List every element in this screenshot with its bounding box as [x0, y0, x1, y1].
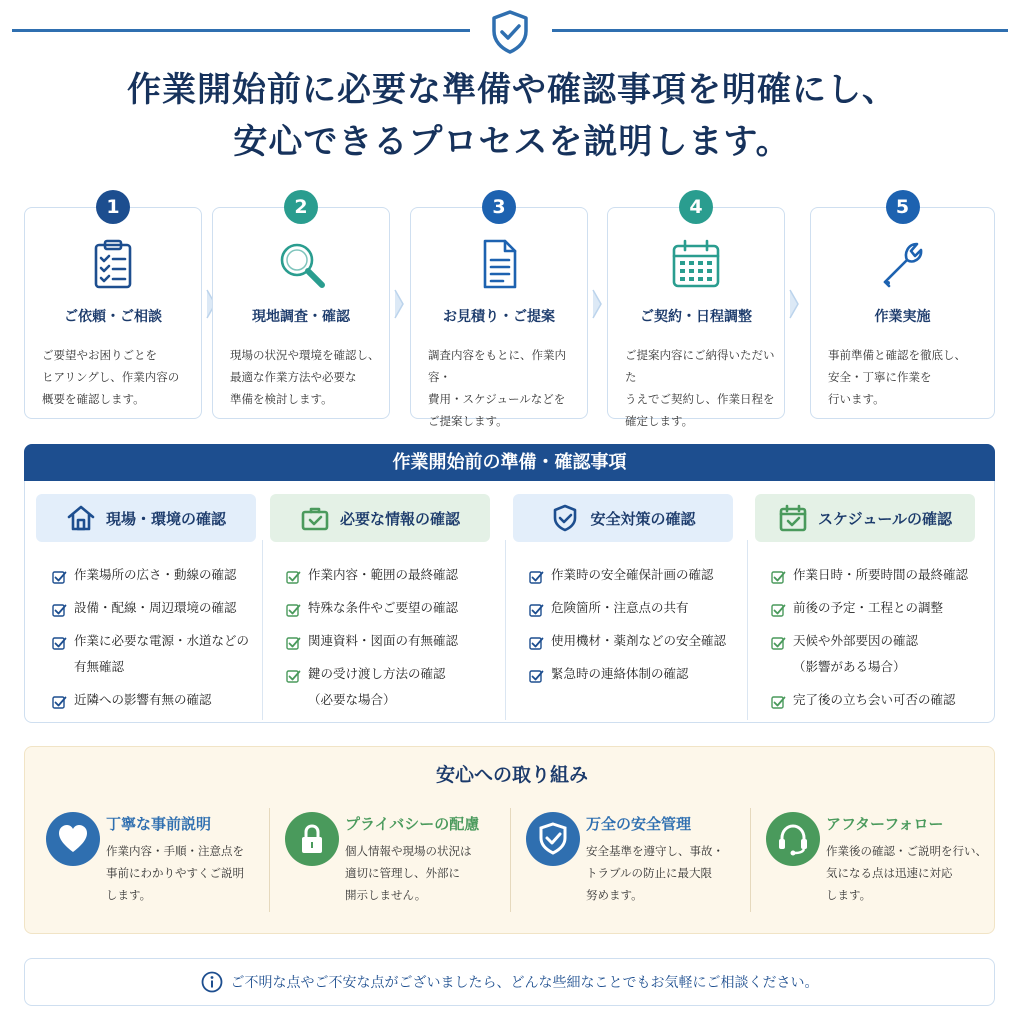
checklist-item	[52, 562, 267, 588]
header-rule-left	[12, 29, 470, 32]
assurance-item-title: 万全の安全管理	[586, 815, 692, 833]
checklist-item	[52, 687, 267, 713]
step-title: ご契約・日程調整	[640, 309, 752, 325]
footer-notice	[24, 958, 995, 1006]
step-card	[810, 207, 995, 419]
footer-text: ご不明な点やご不安な点がございましたら、どんな些細なことでもお気軽にご相談ください。	[230, 975, 819, 991]
clipboard-checklist-icon	[85, 236, 141, 292]
checkbox-icon	[771, 601, 786, 616]
assurance-item	[285, 806, 515, 916]
assurance-item	[766, 806, 996, 916]
checkbox-icon	[52, 693, 67, 708]
assurance-item-description: 作業内容・手順・注意点を 事前にわかりやすくご説明 します。	[106, 844, 244, 902]
checklist-item	[286, 628, 501, 654]
magnifier-icon	[273, 236, 329, 292]
step-card	[410, 207, 588, 428]
step-number: 1	[96, 190, 130, 224]
checklist-column-title: 必要な情報の確認	[339, 509, 460, 528]
checklist-item-text: 作業に必要な電源・水道などの 有無確認	[74, 633, 250, 674]
checklist-item	[286, 562, 501, 588]
checklist-item-text: 近隣への影響有無の確認	[74, 692, 212, 707]
chevron-right-icon	[591, 288, 603, 320]
checklist-item-text: 特殊な条件やご要望の確認	[308, 600, 459, 615]
checklist-items	[529, 562, 744, 694]
step-card	[212, 207, 390, 419]
checklist-item	[771, 628, 986, 680]
checklist-item-text: 前後の予定・工程との調整	[793, 600, 944, 615]
checklist-column	[36, 494, 271, 719]
checklist-column-title: 安全対策の確認	[590, 509, 696, 528]
calendar-icon	[668, 236, 724, 292]
shield-check-icon	[550, 503, 580, 533]
checkbox-icon	[52, 634, 67, 649]
checkbox-icon	[286, 634, 301, 649]
step-number: 5	[886, 190, 920, 224]
checklist-item	[529, 562, 744, 588]
page-title-line-2: 安心できるプロセスを説明します。	[233, 122, 791, 162]
headset-icon	[766, 812, 820, 866]
checklist-column-header	[36, 494, 256, 542]
assurance-item-title: アフターフォロー	[826, 815, 944, 833]
checklist-item-text: 完了後の立ち会い可否の確認	[793, 692, 956, 707]
checklist-item	[52, 628, 267, 680]
assurance-item-description: 安全基準を遵守し、事故・ トラブルの防止に最大限 努めます。	[586, 844, 724, 902]
assurance-item	[46, 806, 276, 916]
checklist-item	[529, 628, 744, 654]
checklist-item-text: 関連資料・図面の有無確認	[308, 633, 459, 648]
step-title: 現地調査・確認	[252, 309, 350, 325]
checklist-item-text: 作業内容・範囲の最終確認	[308, 567, 459, 582]
checklist-item	[286, 595, 501, 621]
assurance-item	[526, 806, 756, 916]
chevron-right-icon	[788, 288, 800, 320]
checklist-title: 作業開始前の準備・確認事項	[24, 444, 995, 481]
step-title: お見積り・ご提案	[443, 309, 555, 325]
step-title: ご依頼・ご相談	[64, 309, 162, 325]
checklist-item-text: 使用機材・薬剤などの安全確認	[551, 633, 727, 648]
checklist-item-text: 天候や外部要因の確認 （影響がある場合）	[793, 633, 919, 674]
checklist-item-text: 作業時の安全確保計画の確認	[551, 567, 714, 582]
checkbox-icon	[771, 568, 786, 583]
step-description: 事前準備と確認を徹底し、 安全・丁寧に作業を 行います。	[828, 348, 966, 406]
assurance-title: 安心への取り組み	[435, 764, 588, 786]
step-number: 4	[679, 190, 713, 224]
checklist-item-text: 危険箇所・注意点の共有	[551, 600, 689, 615]
checklist-item-text: 鍵の受け渡し方法の確認 （必要な場合）	[308, 666, 446, 707]
document-icon	[471, 236, 527, 292]
checklist-item	[286, 661, 501, 713]
assurance-item-title: プライバシーの配慮	[345, 815, 480, 833]
shield-check-icon	[486, 8, 534, 56]
checklist-column	[755, 494, 990, 719]
page-title-line-1: 作業開始前に必要な準備や確認事項を明確にし、	[127, 70, 897, 110]
assurance-item-title: 丁寧な事前説明	[106, 815, 212, 833]
chevron-right-icon	[393, 288, 405, 320]
checkbox-icon	[286, 568, 301, 583]
info-icon	[201, 971, 223, 993]
lock-icon	[285, 812, 339, 866]
checklist-column	[513, 494, 748, 719]
checklist-item-text: 緊急時の連絡体制の確認	[551, 666, 689, 681]
step-title: 作業実施	[874, 309, 931, 325]
wrench-icon	[875, 236, 931, 292]
assurance-item-description: 個人情報や現場の状況は 適切に管理し、外部に 開示しません。	[345, 844, 472, 902]
calendar-check-icon	[778, 503, 808, 533]
checkbox-icon	[52, 568, 67, 583]
checklist-item	[529, 661, 744, 687]
checklist-item-text: 作業日時・所要時間の最終確認	[793, 567, 969, 582]
checklist-column-title: スケジュールの確認	[817, 509, 953, 528]
shield-check-icon	[526, 812, 580, 866]
assurance-divider	[510, 808, 511, 912]
assurance-divider	[269, 808, 270, 912]
checklist-items	[52, 562, 267, 720]
checklist-item	[771, 595, 986, 621]
checkbox-icon	[529, 634, 544, 649]
column-divider	[262, 540, 263, 720]
checkbox-icon	[529, 601, 544, 616]
checklist-column-header	[270, 494, 490, 542]
column-divider	[505, 540, 506, 720]
checklist-column-header	[513, 494, 733, 542]
checkbox-icon	[771, 693, 786, 708]
checklist-item	[529, 595, 744, 621]
checklist-items	[771, 562, 986, 720]
step-description: ご提案内容にご納得いただいた うえでご契約し、作業日程を 確定します。	[625, 348, 775, 428]
checklist-item	[52, 595, 267, 621]
step-number: 3	[482, 190, 516, 224]
checkbox-icon	[286, 667, 301, 682]
step-number: 2	[284, 190, 318, 224]
checklist-item-text: 設備・配線・周辺環境の確認	[74, 600, 237, 615]
checklist-item	[771, 687, 986, 713]
checklist-items	[286, 562, 501, 720]
assurance-divider	[750, 808, 751, 912]
house-icon	[66, 503, 96, 533]
checkbox-icon	[52, 601, 67, 616]
checklist-column	[270, 494, 505, 719]
header-rule-right	[552, 29, 1008, 32]
heart-icon	[46, 812, 100, 866]
briefcase-check-icon	[300, 503, 330, 533]
checklist-item	[771, 562, 986, 588]
checkbox-icon	[529, 667, 544, 682]
step-card	[607, 207, 785, 428]
step-description: 現場の状況や環境を確認し、 最適な作業方法や必要な 準備を検討します。	[230, 348, 380, 406]
checkbox-icon	[529, 568, 544, 583]
column-divider	[747, 540, 748, 720]
step-card	[24, 207, 202, 419]
checkbox-icon	[771, 634, 786, 649]
checklist-column-header	[755, 494, 975, 542]
step-description: 調査内容をもとに、作業内容・ 費用・スケジュールなどを ご提案します。	[428, 348, 566, 428]
checklist-item-text: 作業場所の広さ・動線の確認	[74, 567, 237, 582]
assurance-item-description: 作業後の確認・ご説明を行い、 気になる点は迅速に対応 します。	[826, 844, 987, 902]
checkbox-icon	[286, 601, 301, 616]
checklist-column-title: 現場・環境の確認	[105, 509, 226, 528]
step-description: ご要望やお困りごとを ヒアリングし、作業内容の 概要を確認します。	[42, 348, 180, 406]
